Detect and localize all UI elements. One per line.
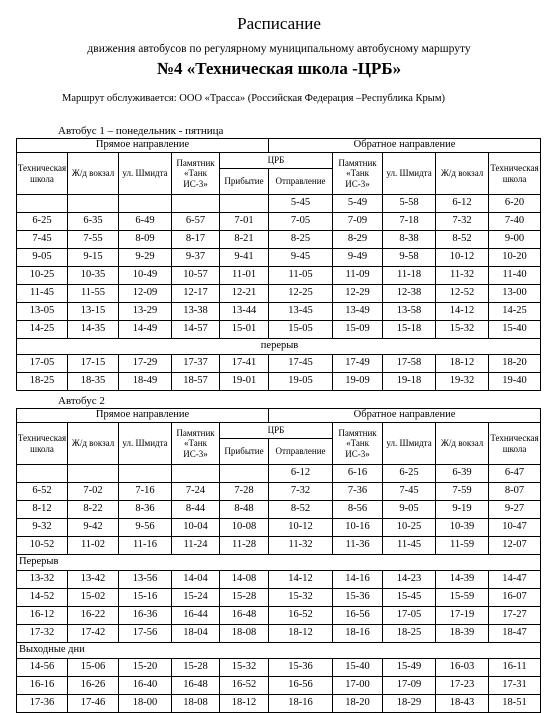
- time-cell: 12-25: [269, 285, 333, 303]
- time-cell: 10-25: [17, 267, 68, 285]
- time-cell: 15-36: [269, 659, 333, 677]
- time-cell: [17, 465, 68, 483]
- time-cell: 11-28: [220, 537, 269, 555]
- time-cell: 5-58: [383, 195, 436, 213]
- col-tank-monument: Памятник «Танк ИС-3»: [172, 153, 220, 195]
- time-cell: 17-42: [68, 625, 119, 643]
- time-cell: 9-27: [489, 501, 541, 519]
- time-cell: 8-56: [333, 501, 383, 519]
- break-row: [17, 339, 541, 355]
- time-cell: 10-47: [489, 519, 541, 537]
- bus2-schedule-table: [16, 408, 541, 713]
- time-cell: [119, 465, 172, 483]
- time-cell: 14-56: [17, 659, 68, 677]
- time-cell: 8-44: [172, 501, 220, 519]
- col-crb-arrival: Прибытие: [220, 439, 269, 465]
- time-cell: 7-16: [119, 483, 172, 501]
- time-cell: 7-28: [220, 483, 269, 501]
- schedule-row: [17, 249, 541, 267]
- forward-direction-header: Прямое направление: [17, 409, 269, 423]
- time-cell: 10-35: [68, 267, 119, 285]
- time-cell: 14-39: [436, 571, 489, 589]
- time-cell: [68, 195, 119, 213]
- time-cell: 14-57: [172, 321, 220, 339]
- time-cell: 18-51: [489, 695, 541, 713]
- time-cell: 18-57: [172, 373, 220, 391]
- time-cell: 13-58: [383, 303, 436, 321]
- time-cell: 15-59: [436, 589, 489, 607]
- time-cell: 13-44: [220, 303, 269, 321]
- time-cell: 13-56: [119, 571, 172, 589]
- time-cell: 8-36: [119, 501, 172, 519]
- time-cell: 14-16: [333, 571, 383, 589]
- time-cell: 15-06: [68, 659, 119, 677]
- time-cell: 19-01: [220, 373, 269, 391]
- time-cell: 16-48: [220, 607, 269, 625]
- time-cell: 8-07: [489, 483, 541, 501]
- time-cell: 14-25: [489, 303, 541, 321]
- time-cell: 11-05: [269, 267, 333, 285]
- time-cell: 16-52: [220, 677, 269, 695]
- time-cell: 18-25: [17, 373, 68, 391]
- time-cell: 11-36: [333, 537, 383, 555]
- time-cell: 16-48: [172, 677, 220, 695]
- time-cell: 11-32: [436, 267, 489, 285]
- time-cell: 9-00: [489, 231, 541, 249]
- time-cell: [172, 465, 220, 483]
- time-cell: 7-32: [436, 213, 489, 231]
- backward-direction-header: Обратное направление: [269, 139, 541, 153]
- schedule-row: [17, 303, 541, 321]
- time-cell: 11-16: [119, 537, 172, 555]
- time-cell: 15-16: [119, 589, 172, 607]
- time-cell: 18-08: [220, 625, 269, 643]
- time-cell: 8-29: [333, 231, 383, 249]
- schedule-row: [17, 373, 541, 391]
- time-cell: 17-41: [220, 355, 269, 373]
- schedule-row: [17, 355, 541, 373]
- time-cell: 15-20: [119, 659, 172, 677]
- schedule-row: [17, 519, 541, 537]
- time-cell: 11-40: [489, 267, 541, 285]
- time-cell: 8-21: [220, 231, 269, 249]
- time-cell: 16-52: [269, 607, 333, 625]
- time-cell: 9-19: [436, 501, 489, 519]
- time-cell: 6-20: [489, 195, 541, 213]
- time-cell: 6-25: [383, 465, 436, 483]
- schedule-row: [17, 625, 541, 643]
- time-cell: 15-01: [220, 321, 269, 339]
- time-cell: 9-58: [383, 249, 436, 267]
- time-cell: 11-24: [172, 537, 220, 555]
- time-cell: 19-05: [269, 373, 333, 391]
- time-cell: 11-59: [436, 537, 489, 555]
- time-cell: 17-19: [436, 607, 489, 625]
- time-cell: 10-16: [333, 519, 383, 537]
- time-cell: 18-12: [220, 695, 269, 713]
- time-cell: 13-29: [119, 303, 172, 321]
- time-cell: 15-18: [383, 321, 436, 339]
- time-cell: 17-36: [17, 695, 68, 713]
- time-cell: 17-05: [383, 607, 436, 625]
- time-cell: 8-22: [68, 501, 119, 519]
- time-cell: 19-40: [489, 373, 541, 391]
- time-cell: 17-05: [17, 355, 68, 373]
- time-cell: 13-42: [68, 571, 119, 589]
- schedule-row: [17, 537, 541, 555]
- time-cell: 5-49: [333, 195, 383, 213]
- schedule-row: [17, 267, 541, 285]
- time-cell: 14-25: [17, 321, 68, 339]
- time-cell: 9-15: [68, 249, 119, 267]
- time-cell: [172, 195, 220, 213]
- time-cell: 10-52: [17, 537, 68, 555]
- bus1-caption: Автобус 1 – понедельник - пятница: [58, 125, 224, 137]
- schedule-row: [17, 589, 541, 607]
- col-rail-station: Ж/д вокзал: [68, 153, 119, 195]
- time-cell: 14-52: [17, 589, 68, 607]
- time-cell: 16-16: [17, 677, 68, 695]
- time-cell: 13-45: [269, 303, 333, 321]
- time-cell: 7-05: [269, 213, 333, 231]
- page-title: Расписание: [237, 14, 321, 33]
- time-cell: 8-25: [269, 231, 333, 249]
- time-cell: 11-45: [17, 285, 68, 303]
- schedule-row: [17, 659, 541, 677]
- time-cell: 14-35: [68, 321, 119, 339]
- time-cell: 9-45: [269, 249, 333, 267]
- time-cell: 12-07: [489, 537, 541, 555]
- time-cell: 10-25: [383, 519, 436, 537]
- col-tank-monument-back: Памятник «Танк ИС-3»: [333, 423, 383, 465]
- time-cell: 15-32: [436, 321, 489, 339]
- time-cell: 16-11: [489, 659, 541, 677]
- time-cell: 9-29: [119, 249, 172, 267]
- time-cell: 12-17: [172, 285, 220, 303]
- time-cell: 8-12: [17, 501, 68, 519]
- col-schmidt-street: ул. Шмидта: [119, 153, 172, 195]
- time-cell: 6-12: [269, 465, 333, 483]
- time-cell: 18-49: [119, 373, 172, 391]
- time-cell: [68, 465, 119, 483]
- time-cell: 9-37: [172, 249, 220, 267]
- time-cell: 16-12: [17, 607, 68, 625]
- time-cell: 6-39: [436, 465, 489, 483]
- time-cell: 18-08: [172, 695, 220, 713]
- time-cell: 14-08: [220, 571, 269, 589]
- schedule-row: [17, 677, 541, 695]
- time-cell: 7-45: [17, 231, 68, 249]
- time-cell: 17-09: [383, 677, 436, 695]
- route-name: №4 «Техническая школа -ЦРБ»: [156, 59, 402, 78]
- time-cell: 19-32: [436, 373, 489, 391]
- time-cell: 7-59: [436, 483, 489, 501]
- time-cell: 8-17: [172, 231, 220, 249]
- bus1-schedule-table: [16, 138, 541, 391]
- time-cell: 5-45: [269, 195, 333, 213]
- time-cell: 11-02: [68, 537, 119, 555]
- time-cell: 18-20: [489, 355, 541, 373]
- time-cell: 15-24: [172, 589, 220, 607]
- time-cell: 17-58: [383, 355, 436, 373]
- time-cell: 15-40: [333, 659, 383, 677]
- time-cell: 16-56: [269, 677, 333, 695]
- time-cell: 8-38: [383, 231, 436, 249]
- time-cell: 9-32: [17, 519, 68, 537]
- time-cell: 16-22: [68, 607, 119, 625]
- time-cell: 15-49: [383, 659, 436, 677]
- col-schmidt-street-back: ул. Шмидта: [383, 423, 436, 465]
- break-label: Перерыв: [17, 555, 541, 571]
- time-cell: 10-08: [220, 519, 269, 537]
- time-cell: 10-04: [172, 519, 220, 537]
- time-cell: 18-39: [436, 625, 489, 643]
- col-tech-school: Техническая школа: [17, 423, 68, 465]
- time-cell: 9-56: [119, 519, 172, 537]
- time-cell: 17-00: [333, 677, 383, 695]
- time-cell: 16-56: [333, 607, 383, 625]
- time-cell: 18-29: [383, 695, 436, 713]
- time-cell: 9-42: [68, 519, 119, 537]
- time-cell: 7-01: [220, 213, 269, 231]
- time-cell: 7-55: [68, 231, 119, 249]
- time-cell: 18-04: [172, 625, 220, 643]
- time-cell: 15-02: [68, 589, 119, 607]
- page-subtitle: движения автобусов по регулярному муниципальному автобусному маршруту: [87, 43, 471, 55]
- time-cell: 6-35: [68, 213, 119, 231]
- time-cell: [119, 195, 172, 213]
- col-tech-school: Техническая школа: [17, 153, 68, 195]
- time-cell: 14-47: [489, 571, 541, 589]
- col-rail-station-back: Ж/д вокзал: [436, 153, 489, 195]
- schedule-row: [17, 321, 541, 339]
- time-cell: 18-35: [68, 373, 119, 391]
- time-cell: 6-25: [17, 213, 68, 231]
- time-cell: [220, 465, 269, 483]
- time-cell: 18-43: [436, 695, 489, 713]
- time-cell: 15-32: [220, 659, 269, 677]
- schedule-row: [17, 695, 541, 713]
- schedule-row: [17, 285, 541, 303]
- time-cell: 11-45: [383, 537, 436, 555]
- time-cell: 11-09: [333, 267, 383, 285]
- time-cell: 16-36: [119, 607, 172, 625]
- time-cell: 8-52: [436, 231, 489, 249]
- time-cell: 14-12: [269, 571, 333, 589]
- time-cell: 18-12: [436, 355, 489, 373]
- time-cell: 17-27: [489, 607, 541, 625]
- time-cell: 7-36: [333, 483, 383, 501]
- break-row: [17, 555, 541, 571]
- time-cell: 10-49: [119, 267, 172, 285]
- time-cell: 18-47: [489, 625, 541, 643]
- time-cell: 13-00: [489, 285, 541, 303]
- time-cell: 15-28: [220, 589, 269, 607]
- time-cell: 8-48: [220, 501, 269, 519]
- col-crb-departure: Отправление: [269, 169, 333, 195]
- time-cell: 18-16: [269, 695, 333, 713]
- time-cell: 8-09: [119, 231, 172, 249]
- backward-direction-header: Обратное направление: [269, 409, 541, 423]
- bus2-caption: Автобус 2: [58, 395, 105, 407]
- time-cell: 10-12: [269, 519, 333, 537]
- col-crb-departure: Отправление: [269, 439, 333, 465]
- time-cell: 17-56: [119, 625, 172, 643]
- col-schmidt-street: ул. Шмидта: [119, 423, 172, 465]
- col-rail-station: Ж/д вокзал: [68, 423, 119, 465]
- time-cell: 16-07: [489, 589, 541, 607]
- col-tech-school-back: Техническая школа: [489, 423, 541, 465]
- time-cell: 17-45: [269, 355, 333, 373]
- col-crb: ЦРБ: [220, 153, 333, 169]
- time-cell: 6-57: [172, 213, 220, 231]
- time-cell: 15-40: [489, 321, 541, 339]
- time-cell: 17-46: [68, 695, 119, 713]
- time-cell: 16-26: [68, 677, 119, 695]
- time-cell: 8-52: [269, 501, 333, 519]
- break-label: перерыв: [17, 339, 541, 355]
- time-cell: 6-49: [119, 213, 172, 231]
- time-cell: 9-41: [220, 249, 269, 267]
- time-cell: 18-25: [383, 625, 436, 643]
- schedule-row: [17, 195, 541, 213]
- time-cell: 7-32: [269, 483, 333, 501]
- time-cell: 18-00: [119, 695, 172, 713]
- schedule-row: [17, 571, 541, 589]
- time-cell: 16-03: [436, 659, 489, 677]
- col-crb: ЦРБ: [220, 423, 333, 439]
- time-cell: 15-45: [383, 589, 436, 607]
- time-cell: 6-16: [333, 465, 383, 483]
- time-cell: 14-12: [436, 303, 489, 321]
- schedule-row: [17, 483, 541, 501]
- time-cell: 10-57: [172, 267, 220, 285]
- time-cell: 13-38: [172, 303, 220, 321]
- time-cell: 10-20: [489, 249, 541, 267]
- time-cell: 17-37: [172, 355, 220, 373]
- time-cell: 12-52: [436, 285, 489, 303]
- time-cell: 7-40: [489, 213, 541, 231]
- col-tech-school-back: Техническая школа: [489, 153, 541, 195]
- route-operator: Маршрут обслуживается: ООО «Трасса» (Российская Федерация –Республика Крым): [62, 93, 445, 104]
- time-cell: 18-12: [269, 625, 333, 643]
- time-cell: 13-49: [333, 303, 383, 321]
- time-cell: 17-49: [333, 355, 383, 373]
- schedule-row: [17, 501, 541, 519]
- time-cell: 17-29: [119, 355, 172, 373]
- col-tank-monument-back: Памятник «Танк ИС-3»: [333, 153, 383, 195]
- weekend-row: [17, 643, 541, 659]
- time-cell: [220, 195, 269, 213]
- time-cell: 7-45: [383, 483, 436, 501]
- time-cell: 9-05: [383, 501, 436, 519]
- time-cell: 7-02: [68, 483, 119, 501]
- time-cell: 12-09: [119, 285, 172, 303]
- col-crb-arrival: Прибытие: [220, 169, 269, 195]
- time-cell: 17-15: [68, 355, 119, 373]
- time-cell: 12-29: [333, 285, 383, 303]
- time-cell: 15-32: [269, 589, 333, 607]
- time-cell: 19-09: [333, 373, 383, 391]
- col-rail-station-back: Ж/д вокзал: [436, 423, 489, 465]
- time-cell: 11-55: [68, 285, 119, 303]
- time-cell: 7-09: [333, 213, 383, 231]
- time-cell: 12-21: [220, 285, 269, 303]
- time-cell: [17, 195, 68, 213]
- schedule-row: [17, 607, 541, 625]
- time-cell: 11-32: [269, 537, 333, 555]
- time-cell: 16-44: [172, 607, 220, 625]
- time-cell: 10-39: [436, 519, 489, 537]
- time-cell: 14-04: [172, 571, 220, 589]
- col-tank-monument: Памятник «Танк ИС-3»: [172, 423, 220, 465]
- time-cell: 13-15: [68, 303, 119, 321]
- forward-direction-header: Прямое направление: [17, 139, 269, 153]
- schedule-row: [17, 231, 541, 249]
- col-schmidt-street-back: ул. Шмидта: [383, 153, 436, 195]
- time-cell: 17-23: [436, 677, 489, 695]
- weekend-label: Выходные дни: [17, 643, 541, 659]
- schedule-row: [17, 213, 541, 231]
- time-cell: 18-20: [333, 695, 383, 713]
- time-cell: 10-12: [436, 249, 489, 267]
- time-cell: 9-49: [333, 249, 383, 267]
- time-cell: 13-05: [17, 303, 68, 321]
- time-cell: 11-01: [220, 267, 269, 285]
- time-cell: 7-18: [383, 213, 436, 231]
- time-cell: 17-32: [17, 625, 68, 643]
- time-cell: 11-18: [383, 267, 436, 285]
- time-cell: 15-09: [333, 321, 383, 339]
- time-cell: 14-23: [383, 571, 436, 589]
- time-cell: 15-05: [269, 321, 333, 339]
- time-cell: 13-32: [17, 571, 68, 589]
- time-cell: 6-47: [489, 465, 541, 483]
- schedule-row: [17, 465, 541, 483]
- time-cell: 19-18: [383, 373, 436, 391]
- time-cell: 6-12: [436, 195, 489, 213]
- time-cell: 12-38: [383, 285, 436, 303]
- time-cell: 7-24: [172, 483, 220, 501]
- time-cell: 16-40: [119, 677, 172, 695]
- time-cell: 15-28: [172, 659, 220, 677]
- time-cell: 15-36: [333, 589, 383, 607]
- time-cell: 17-31: [489, 677, 541, 695]
- time-cell: 6-52: [17, 483, 68, 501]
- time-cell: 14-49: [119, 321, 172, 339]
- time-cell: 18-16: [333, 625, 383, 643]
- time-cell: 9-05: [17, 249, 68, 267]
